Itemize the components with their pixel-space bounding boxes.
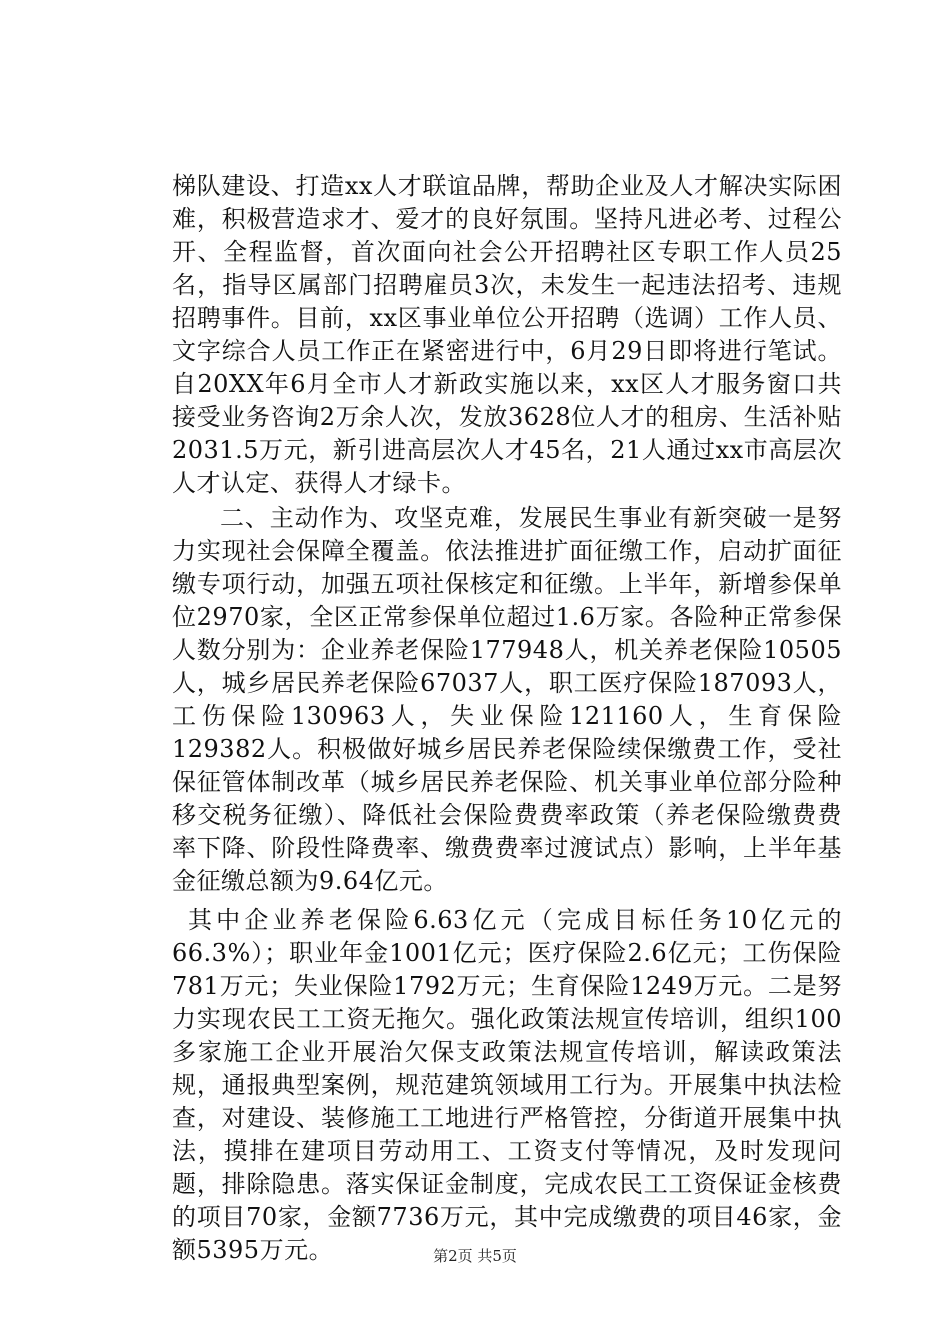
paragraph-social-security: 二、主动作为、攻坚克难，发展民生事业有新突破一是努力实现社会保障全覆盖。依法推进扩面征缴工作，启动扩面征缴专项行动，加强五项社保核定和征缴。上半年，新增参保单位2970家，全区正常参保单位超过1.6万家。各险种正常参保人数分别为：企业养老保险177948人，机关养老保险10505人，城乡居民养老保险67037人，职工医疗保险187093人，工伤保险130963人，失业保险121160人，生育保险129382人。积极做好城乡居民养老保险续保缴费工作，受社保征管体制改革（城乡居民养老保险、机关事业单位部分险种移交税务征缴）、降低社会保险费费率政策（养老保险缴费费率下降、阶段性降费率、缴费费率过渡试点）影响，上半年基金征缴总额为9.64亿元。: [172, 504, 842, 895]
paragraph-migrant-wages: 其中企业养老保险6.63亿元（完成目标任务10亿元的66.3%）；职业年金1001亿元；医疗保险2.6亿元；工伤保险781万元；失业保险1792万元；生育保险1249万元。二是努力实现农民工工资无拖欠。强化政策法规宣传培训，组织100多家施工企业开展治欠保支政策法规宣传培训，解读政策法规，通报典型案例，规范建筑领域用工行为。开展集中执法检查，对建设、装修施工工地进行严格管控，分街道开展集中执法，摸排在建项目劳动用工、工资支付等情况，及时发现问题，排除隐患。落实保证金制度，完成农民工工资保证金核费的项目70家，金额7736万元，其中完成缴费的项目46家，金额5395万元。: [172, 906, 842, 1264]
paragraph-talent-recruitment: 梯队建设、打造xx人才联谊品牌，帮助企业及人才解决实际困难，积极营造求才、爱才的良好氛围。坚持凡进必考、过程公开、全程监督，首次面向社会公开招聘社区专职工作人员25名，指导区属部门招聘雇员3次，未发生一起违法招考、违规招聘事件。目前，xx区事业单位公开招聘（选调）工作人员、文字综合人员工作正在紧密进行中，6月29日即将进行笔试。自20XX年6月全市人才新政实施以来，xx区人才服务窗口共接受业务咨询2万余人次，发放3628位人才的租房、生活补贴2031.5万元，新引进高层次人才45名，21人通过xx市高层次人才认定、获得人才绿卡。: [172, 172, 842, 497]
document-body: [172, 170, 842, 1267]
page-number-footer: 第2页 共5页: [433, 1247, 517, 1265]
